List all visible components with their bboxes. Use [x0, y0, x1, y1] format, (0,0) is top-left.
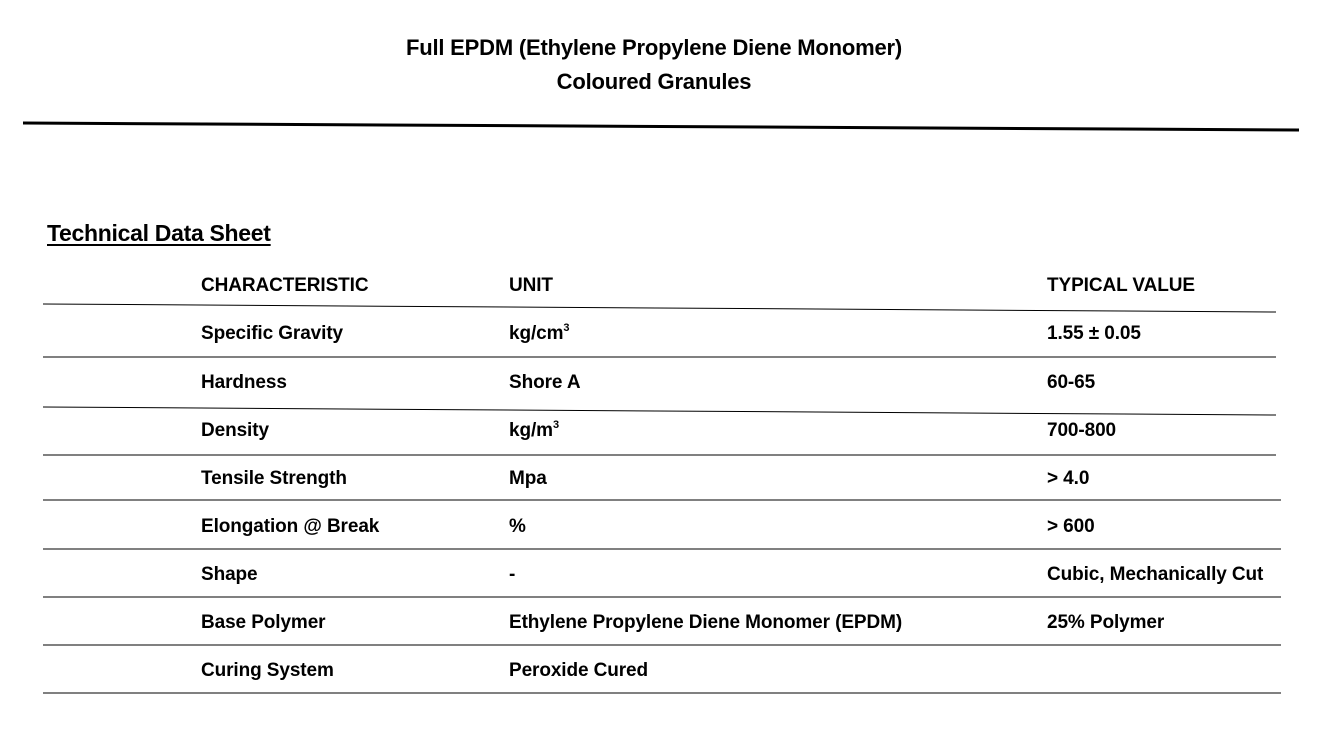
row-characteristic: Curing System: [201, 660, 334, 681]
row-value: 1.55 ± 0.05: [1047, 323, 1141, 344]
row-characteristic: Elongation @ Break: [201, 516, 380, 537]
section-heading: Technical Data Sheet: [47, 220, 271, 246]
row-characteristic: Base Polymer: [201, 612, 326, 633]
row-characteristic: Tensile Strength: [201, 468, 347, 489]
row-value: Cubic, Mechanically Cut: [1047, 564, 1264, 585]
row-value: > 600: [1047, 516, 1095, 537]
row-characteristic: Shape: [201, 564, 258, 585]
row-unit: Peroxide Cured: [509, 660, 649, 681]
row-unit: $kg/cm^3$: [509, 321, 570, 344]
row-unit: -: [509, 564, 516, 585]
row-characteristic: Density: [201, 420, 269, 441]
row-characteristic: Specific Gravity: [201, 323, 344, 344]
header-rule: [43, 304, 1276, 312]
row-unit: Mpa: [509, 468, 547, 489]
unit-superscript: 3: [552, 418, 559, 431]
row-unit: Shore A: [509, 372, 581, 393]
header-typical-value: TYPICAL VALUE: [1047, 275, 1195, 296]
row-rule: [43, 407, 1276, 415]
header-unit: UNIT: [509, 275, 553, 296]
row-unit: %: [509, 516, 526, 537]
header-characteristic: CHARACTERISTIC: [201, 275, 369, 296]
row-value: > 4.0: [1047, 468, 1090, 489]
row-unit: Ethylene Propylene Diene Monomer (EPDM): [509, 612, 903, 633]
title-divider: [23, 123, 1299, 130]
title-line-1: Full EPDM (Ethylene Propylene Diene Monomer): [405, 35, 903, 60]
row-value: 700-800: [1047, 420, 1117, 441]
row-value: 25% Polymer: [1047, 612, 1165, 633]
row-unit: $kg/m^3$: [509, 418, 559, 441]
unit-superscript: 3: [563, 321, 570, 334]
row-value: 60-65: [1047, 372, 1096, 393]
title-line-2: Coloured Granules: [556, 69, 752, 94]
row-characteristic: Hardness: [201, 372, 287, 393]
